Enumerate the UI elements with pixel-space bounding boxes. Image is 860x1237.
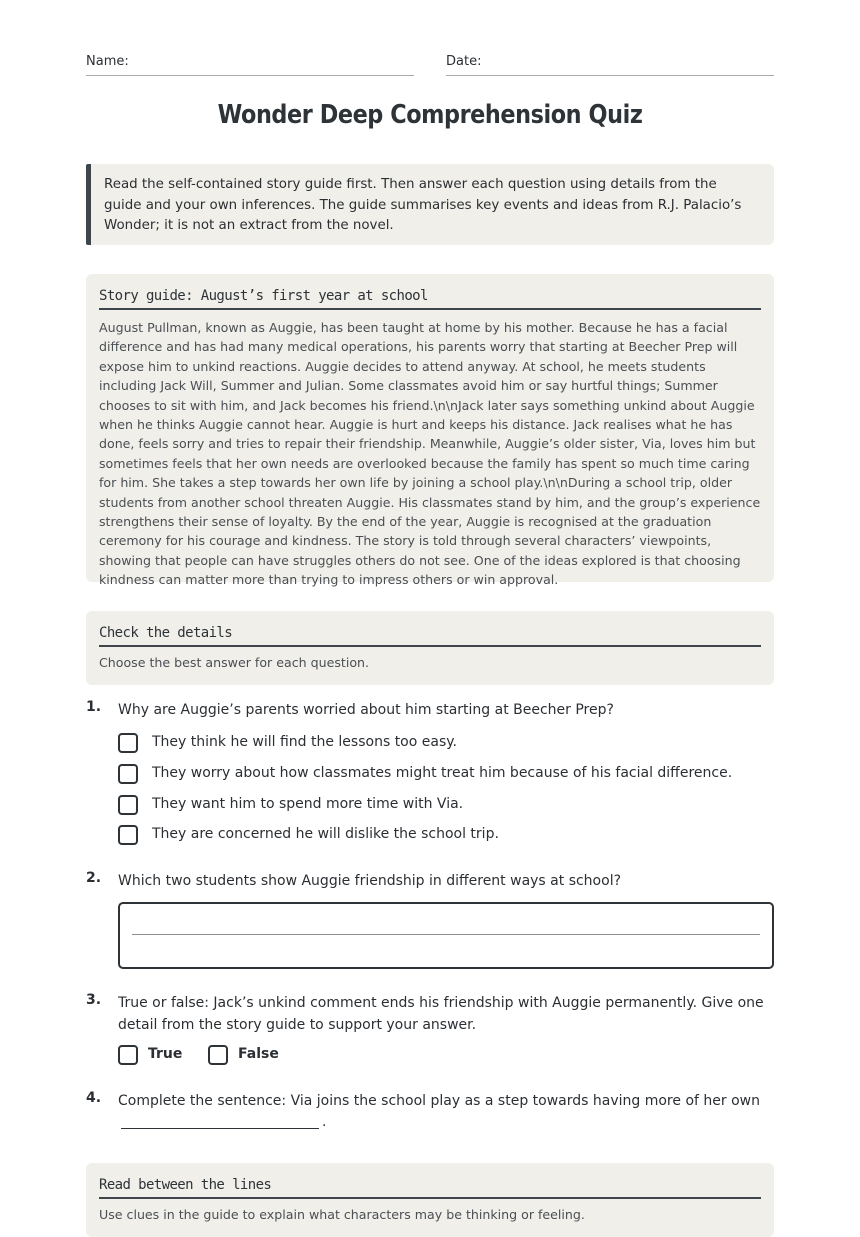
question-number: 3.: [86, 992, 102, 1008]
option-d[interactable]: [118, 825, 758, 849]
section-title: Read between the lines: [99, 1177, 761, 1199]
option-label: They are concerned he will dislike the school trip.: [152, 826, 499, 842]
story-guide-panel: [86, 274, 774, 588]
option-label: They want him to spend more time with Via.: [152, 796, 464, 812]
option-b[interactable]: [118, 764, 758, 788]
question-text: Why are Auggie’s parents worried about him starting at Beecher Prep?: [118, 702, 614, 718]
option-label: They think he will find the lessons too easy.: [152, 734, 457, 750]
name-field[interactable]: [86, 52, 414, 76]
story-guide-title: Story guide: August’s first year at school: [99, 288, 761, 310]
date-label: Date:: [446, 54, 482, 69]
name-label: Name:: [86, 54, 129, 69]
checkbox[interactable]: [208, 1045, 228, 1065]
question-number: 2.: [86, 870, 102, 886]
sentence-end: .: [322, 1114, 327, 1130]
date-field[interactable]: [446, 52, 774, 76]
checkbox[interactable]: [118, 1045, 138, 1065]
option-label: True: [148, 1046, 183, 1062]
option-label: False: [238, 1046, 279, 1062]
story-guide-text: August Pullman, known as Auggie, has been taught at home by his mother. Because he has a facial difference and has had many medical operations, his parents worry that starting at Beecher Prep will expose him to unkind reactions. Auggie decides to attend anyway. At school, he meets students including Jack Will, Summer and Julian. Some classmates avoid him or say hurtful things; Summer chooses to sit with him, and Jack becomes his friend.\n\nJack later says something unkind about Auggie when he thinks Auggie cannot hear. Auggie is hurt and keeps his distance. Jack realises what he has done, feels sorry and tries to repair their friendship. Meanwhile, Auggie’s older sister, Via, loves him but sometimes feels that her own needs are overlooked because the family has spent so much time caring for him. She takes a step towards her own life by joining a school play.\n\nDuring a school trip, older students from another school threaten Auggie. His classmates stand by him, and the group’s experience strengthens their sense of loyalty. By the end of the year, Auggie is recognised at the graduation ceremony for his courage and kindness. The story is told through several characters’ viewpoints, showing that people can have struggles others do not see. One of the ideas explored is that choosing kindness can matter more than trying to impress others or win approval.: [99, 320, 761, 588]
section-subtitle: Choose the best answer for each question.: [99, 655, 370, 670]
question-number: 1.: [86, 699, 102, 715]
section-subtitle: Use clues in the guide to explain what characters may be thinking or feeling.: [99, 1207, 585, 1222]
section-title: Check the details: [99, 625, 761, 647]
page-title: Wonder Deep Comprehension Quiz: [217, 100, 643, 130]
question-text: True or false: Jack’s unkind comment ends his friendship with Auggie permanently. Give one detail from the story guide to support your answer.: [118, 995, 764, 1033]
question-text: Which two students show Auggie friendship in different ways at school?: [118, 873, 622, 889]
name-date-row: [86, 52, 774, 78]
question-text: Complete the sentence: Via joins the school play as a step towards having more of her own: [118, 1093, 760, 1109]
question-number: 4.: [86, 1090, 102, 1106]
checkbox[interactable]: [118, 764, 138, 784]
instructions-callout: Read the self-contained story guide first. Then answer each question using details from the guide and your own inferences. The guide summarises key events and ideas from R.J. Palacio’s Wonder; it is not an extract from the novel.: [86, 164, 774, 245]
section-check-details: [86, 611, 774, 685]
answer-line: [132, 934, 760, 935]
option-a[interactable]: [118, 733, 758, 757]
answer-box[interactable]: [118, 902, 774, 969]
checkbox[interactable]: [118, 825, 138, 845]
checkbox[interactable]: [118, 795, 138, 815]
section-read-between-lines: [86, 1163, 774, 1237]
option-label: They worry about how classmates might treat him because of his facial difference.: [152, 765, 733, 781]
fill-in-blank[interactable]: [121, 1128, 319, 1129]
option-c[interactable]: [118, 795, 758, 819]
checkbox[interactable]: [118, 733, 138, 753]
